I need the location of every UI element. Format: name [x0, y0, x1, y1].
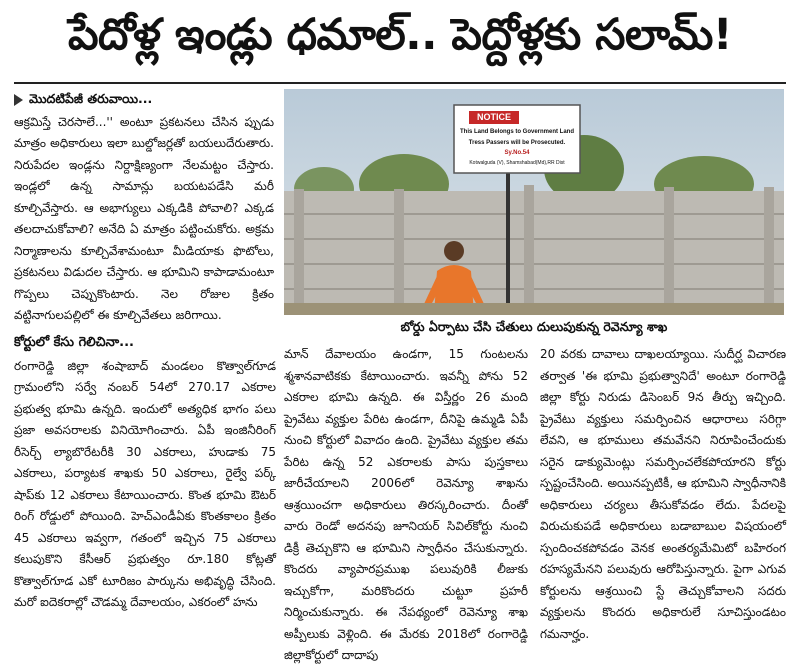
photo-illustration: [284, 89, 784, 315]
body-paragraph-2: మాన్‌ దేవాలయం ఉండగా, 15 గుంటలను శ్మశానవాటికకు కేటాయించారు. ఇవన్నీ పోను 52 ఎకరాల భూమి ఉన్నది. ఈ విస్తీర్ణం 26 మంది ప్రైవేటు వ్యక్తుల పేరిట ఉండగా, దీనిపై ఉమ్మడి ఏపీ నుంచి కోర్టులో వివాదం ఉంది. ప్రైవేటు వ్యక్తుల తమ పేరిట ఉన్న 52 ఎకరాలకు పాసు పుస్తకాలు జారీచేయాలని 2006లో రెవెన్యూ శాఖను ఆశ్రయించగా అధికారులు తిరస్కరించారు. దీంతో వారు రెండో అదనపు జూనియర్‌ సివిల్‌కోర్టు నుంచి డిక్రీ తెచ్చుకొని ఆ భూమిని స్వాధీనం చేసుకున్నారు. కొందరు వ్యాపారప్రముఖ పలువురికి లీజుకు ఇచ్చుకోగా, మరికొందరు చుట్టూ ప్రహరీ నిర్మించుకున్నారు. ఈ నేపథ్యంలో రెవెన్యూ శాఖ అప్పీలుకు వెళ్లింది. ఈ మేరకు 2018లో రంగారెడ్డి జిల్లాకోర్టులో దాదాపు: [284, 347, 528, 662]
body-paragraph-1: రంగారెడ్డి జిల్లా శంషాబాద్‌ మండలం కొత్వాల్‌గూడ గ్రామంలోని సర్వే నంబర్‌ 54లో 270.17 ఎకరాల ప్రభుత్వ భూమి ఉన్నది. ఇందులో అత్యధిక భాగం పలు ప్రజా అవసరాలకు వినియోగించారు. ఏపీ ఇంజినీరింగ్‌ రీసెర్చ్‌ ల్యాబొరేటరీకి 30 ఎకరాలు, హుడాకు 75 ఎకరాలు, పర్యాటక శాఖకు 50 ఎకరాలు, రైల్వే పర్క్‌ షాప్‌కు 12 ఎకరాలు కేటాయించారు. కొంత భూమి ఔటర్‌ రింగ్‌ రోడ్డులో పోయింది. హెచ్‌ఎండీఏకు కొంతకాలం క్రితం 45 ఎకరాలు ఇవ్వగా, గతంలో ఇచ్చిన 75 ఎకరాలు కలుపుకొని కేసీఆర్‌ ప్రభుత్వం రూ.180 కోట్లతో కొత్వాల్‌గూడ ఎకో టూరిజం పార్కును అభివృద్ధి చేసింది. మరో ఐదెకరాల్లో చౌడమ్మ దేవాలయం, ఎకరంలో హను: [14, 358, 276, 609]
photo-caption: బోర్డు ఏర్పాటు చేసి చేతులు దులుపుకున్న రెవెన్యూ శాఖ: [284, 315, 784, 341]
arrow-icon: [14, 94, 23, 106]
body-column-2: [284, 344, 528, 667]
subheading: కోర్టులో కేసు గెలిచినా...: [14, 335, 134, 350]
body-paragraph-3: 20 వరకు దావాలు దాఖలయ్యాయి. సుదీర్ఘ విచారణ తర్వాత 'ఈ భూమి ప్రభుత్వానిదే' అంటూ రంగారెడ్డి జిల్లా కోర్టు నిరుడు డిసెంబర్‌ 9న తీర్పు ఇచ్చింది. ప్రైవేటు వ్యక్తులు సమర్పించిన ఆధారాలు సరిగ్గా లేవని, ఆ భూములు తమవేనని నిరూపించేందుకు సరైన డాక్యుమెంట్లు సమర్పించలేకపోయారని కోర్టు స్పష్టంచేసింది. అయినప్పటికీ, ఆ భూమిని స్వాధీనానికి అధికారులు చర్యలు తీసుకోవడం లేదు. పేదలపై విరుచుకుపడే అధికారులు బడాబాబుల విషయంలో స్పందించకపోవడం వెనక అంతర్యమేమిటో బహిరంగ రహస్యమేనని పలువురు ఆరోపిస్తున్నారు. పైగా ఎగువ కోర్టులను ఆశ్రయించి స్టే తెచ్చుకోవాలని సదరు వ్యక్తులను కొందరు అధికారులే సూచిస్తుండటం గమనార్హం.: [540, 347, 786, 641]
news-photo: [284, 89, 784, 315]
notice-line-2: Tress Passers will be Prosecuted.: [468, 140, 566, 146]
notice-line-4: Kotwalguda (V), Shamshabad(Md),RR Dist: [469, 160, 565, 166]
headline-rule: [14, 82, 786, 84]
body-column-1: [14, 332, 276, 614]
headline: పేదోళ్ల ఇండ్లు ధమాల్‌.. పెద్దోళ్లకు సలామ్‌!: [67, 10, 733, 60]
intro-paragraph: ఆక్రమిస్తే చెరసాలే...'' అంటూ ప్రకటనలు చేసిన ప్పుడు మాత్రం అధికారులు ఇలా బుల్డోజర్లతో బయలుదేరుతారు. నిరుపేదల ఇండ్లను నిర్దాక్షిణ్యంగా నేలమట్టం చేస్తారు. ఇండ్లలో ఉన్న సామాన్లు బయటపడేసి మరీ కూల్చివేస్తారు. ఆ అభాగ్యులు ఎక్కడికి పోవాలి? ఎక్కడ తలదాచుకోవాలి? అనేది ఏ మాత్రం పట్టించుకోరు. అక్రమ నిర్మాణాలను కూల్చివేశామంటూ మీడియాకు ఫొటోలు, ప్రకటనలు విడుదల చేస్తారు. ఆ భూమిని కాపాడామంటూ గొప్పలు చెప్పుకొంటారు. నెల రోజుల క్రితం వట్టినాగులపల్లిలో ఈ కూల్చివేతలు జరిగాయి.: [14, 114, 274, 322]
notice-title: NOTICE: [476, 112, 511, 122]
body-column-3: [540, 344, 786, 645]
notice-line-3: Sy.No.54: [504, 150, 530, 156]
notice-line-1: This Land Belongs to Government Land: [459, 129, 574, 135]
intro-column: [14, 88, 274, 327]
continuation-label: మొదటిపేజీ తరువాయి...: [14, 88, 274, 110]
